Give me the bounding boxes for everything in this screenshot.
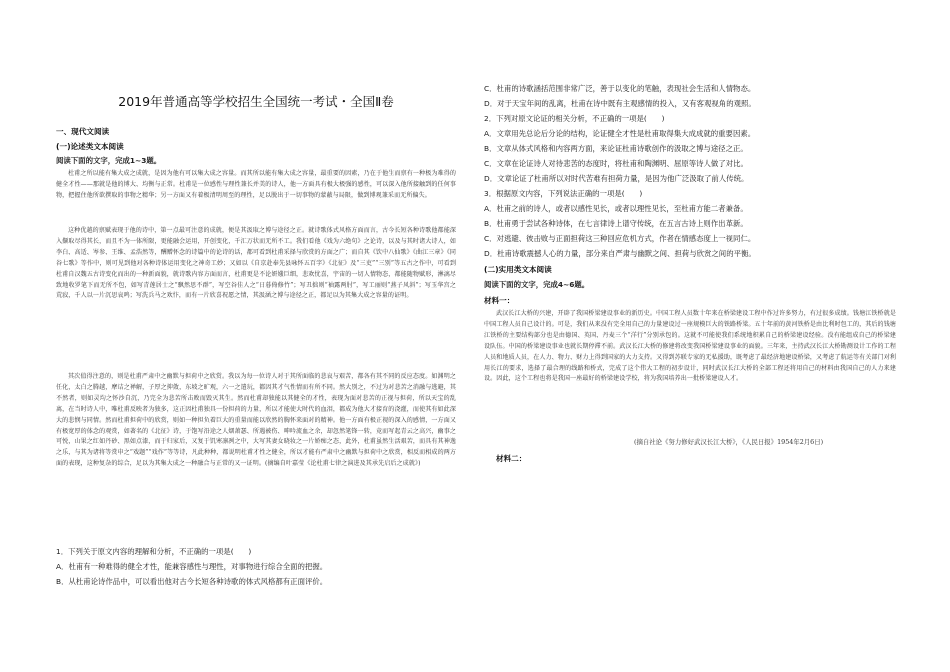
section-heading-modern-reading: 一、现代文阅读 <box>56 127 110 136</box>
question-3-option-d: D．杜甫诗歌震撼人心的力量，部分来自严肃与幽默之间、担荷与欣赏之间的平衡。 <box>484 249 756 258</box>
material-1-paragraph: 武汉长江大桥的兴建，开辟了我国桥梁建设事业的新历史。中国工程人员数十年来在桥梁建设工程中作过许多努力，有过很多成绩。钱塘江铁桥就是中国工程人员自己设计的。可是，我们从来没有完全用自己的力量建设过一座规模巨大的铁路桥梁。五十年前的黄河铁桥是由比利时包工的，其后的钱塘江铁桥的主要结构部分也是由德国、英国、丹麦三个“洋行”分别承包的。这就不可能使我们系统地积累自己的桥梁建设经验。没有能组成自己的桥梁建设队伍。中国的桥梁建设事业也就长期停滞不前。武汉长江大桥的修建将改变我国桥梁建设事业的面貌。三年来，主持武汉长江大桥勘测设计工作的工程人员和地质人员，在人力、物力、财力上得到国家的大力支持。又得到苏联专家的无私援助，既考虑了最经济地建设桥梁，又考虑了航运等有关部门对利用长江的要求，选择了最合理的线路和桥式，完成了这个伟大工程的初步设计，同时武汉长江大桥的全部工程还将用自己的材料由我国自己的人力来建设。因此，这个工程也将是我国一座最好的桥梁建设学校，将为我国培养出一批桥梁建设人才。 <box>484 310 896 383</box>
passage-paragraph-2: 这种优越的禀赋表现于他的诗中，第一点最可注意的成就，便是其汲取之博与途径之正。就诗歌体式风格方面而言，古今长短各种诗歌他都能深入撷取尽得其长，而且不为一体所限，更能融会运用，开创变化，千汇万状而无所不工。我们看他《戏为六绝句》之论诗，以及与其时诸大诗人，如李白、高适、岑参、王维、孟浩然等，酬赠怀念的诗篇中的论诗的话，都可看到杜甫采择与欣赏的方面之广；而自其《饮中八仙歌》《曲江三章》《同谷七歌》等作中，则可见到他对各种诗体运用变化之神奇工妙；又如以《自京赴奉先县咏怀五百字》《北征》及“三吏”“三别”等五古之作中，可看到杜甫自汉魏五古诗变化而出的一种新面貌，就诗歌内容方面而言，杜甫更是不论妍媸巨细，悲欢忧喜，宇宙的一切人情物态，都能随物赋形，淋漓尽致地收罗笔下而无所不包，如写青莲居士之“飘然思不群”，写空谷佳人之“日暮倚修竹”；写丑拙则“袖露两肘”，写工丽则“燕子风斜”；写玉华宫之荒寂，千人以一片沉思哀鸣；写洗兵马之欢忭，而有一片欣喜祝愿之情，其汲涵之博与途径之正，都足以为其集大成之容量的证明。 <box>56 227 456 300</box>
question-1-option-d: D．对于天宝年间的乱离，杜甫在诗中既有主观感情的投入，又有客观视角的观照。 <box>484 99 756 108</box>
section-heading-argumentative: (一)论述类文本阅读 <box>56 142 124 151</box>
question-3-option-c: C．对逃避、彼击败与正面担荷这三种回应危机方式，作者在情感态度上一视同仁。 <box>484 234 756 243</box>
passage-paragraph-3: 其次值得注意的，则是杜甫严肃中之幽默与担荷中之欣赏。我以为每一位诗人对于其所面临的悲哀与艰苦，都各有其不同的反应态度。如渊明之任化，太白之腾越，摩诘之禅解，子厚之抑敛，东坡之旷观，六一之遣玩，都因其才气性情而有所不同。然大别之，不过为对悲苦之消融与逃避，其不然者，则如灵均之怀沙自沉，乃完全为悲苦所击败而毁灭其生。然而杜甫却独能以其健全的才性，表现为面对悲苦的正视与担荷，所以天宝的乱离，在当时诗人中，唯杜甫反映者为独多，这正因杜甫独具一份担荷的力量，所以才能使大时代的血泪，都成为他大才接育的浇灌，而使其有如此深大的悲悯与同情。然而杜甫担荷中的欣赏，则如一种担负着巨大的重量而能以欣然的胸怀来面对的精神。他一方面有极正视的深入的感情，一方面又有极宽厚的体念的观赏，如著名的《北征》诗，于饱写沿途之人烟萧瑟、所遇被伤、呻吟流血之余，却忽然笔锋一转，竟而写起青云之高兴，幽事之可悦，山果之红如丹砂、黑如点漆，而于归家后，又复于饥寒凛冽之中，大写其妻女晓妆之一片娇痴之态，此外，杜甫虽然生活艰苦，而具有其神逸之乐，与其为诸将等赏申之“戏题”“戏作”等等诗，凡此种种，都说明杜甫才性之健全，所以才能有严肃中之幽默与担荷中之欣赏，相反而相成的两方面的表现，这种复杂的综合，足以为其集大成之一种融合与正常的又一证明。(摘编自叶嘉莹《论杜甫七律之演进及其承先启后之成就》) <box>56 373 457 468</box>
question-1: 1．下列关于原文内容的理解和分析，不正确的一项是( ) <box>56 547 252 556</box>
question-1-option-b: B．从杜甫论诗作品中，可以看出他对古今长短各种诗歌的体式风格都有正面评价。 <box>56 577 328 586</box>
question-3: 3．根据原文内容，下列说法正确的一项是( ) <box>484 189 643 198</box>
material-1-label: 材料一： <box>484 296 515 305</box>
question-3-option-b: B．杜甫勇于尝试各种诗体，在七言律诗上谱守传统，在五言古诗上则作出革新。 <box>484 219 748 228</box>
instruction-2: 阅读下面的文字，完成4~6题。 <box>484 280 590 289</box>
section-heading-practical: (二)实用类文本阅读 <box>484 265 552 274</box>
question-1-option-a: A．杜甫有一种难得的健全才性，能兼容感性与理性，对事物进行综合全面的把握。 <box>56 562 328 571</box>
material-2-label: 材料二： <box>496 454 527 463</box>
question-3-option-a: A．杜甫之前的诗人，或者以感性见长，或者以理性见长，至杜甫方能二者兼备。 <box>484 204 748 213</box>
question-2-option-a: A．文章用先总论后分论的结构，论证健全才性是杜甫取得集大成成就的重要因素。 <box>484 129 756 138</box>
page-title: 2019年普通高等学校招生全国统一考试・全国Ⅱ卷 <box>118 94 394 109</box>
question-1-option-c: C．杜甫的诗歌涵括范围非常广泛，善于以变化的笔触，表现社会生活和人情物态。 <box>484 84 756 93</box>
question-2-option-d: D．文章论证了杜甫所以对时代苦难有担荷力量，是因为他广泛汲取了前人传统。 <box>484 174 749 183</box>
question-2-option-c: C．文章在论证诗人对待悲苦的态度时，将杜甫和陶渊明、屈原等诗人做了对比。 <box>484 159 748 168</box>
material-1-source: (摘自社论《努力修好武汉长江大桥》，《人民日报》1954年2月6日) <box>634 438 824 446</box>
passage-paragraph-1: 杜甫之所以能有集大成之成就，是因为他有可以集大成之容量。而其所以能有集大成之容量，最重要的因素，乃在于他生而禀有一种极为难得的健全才性——那就是他的博大、均衡与正常。杜甫是一位感性与理性兼长并美的诗人，他一方面具有极大极强的感性，可以深入他所接触到的任何事物，把握住他所欲撰取的事物之精华；另一方面又有着极清明周至的理性，足以脱出于一切事物的蒙蔽与局限，做到博观兼采而无所偏失。 <box>56 170 456 199</box>
question-2: 2．下列对原文论证的相关分析，不正确的一项是( ) <box>484 114 665 123</box>
question-2-option-b: B．文章从体式风格和内容两方面，来论证杜甫诗歌创作的汲取之博与途径之正。 <box>484 144 748 153</box>
instruction-1: 阅读下面的文字，完成1~3题。 <box>56 156 162 165</box>
